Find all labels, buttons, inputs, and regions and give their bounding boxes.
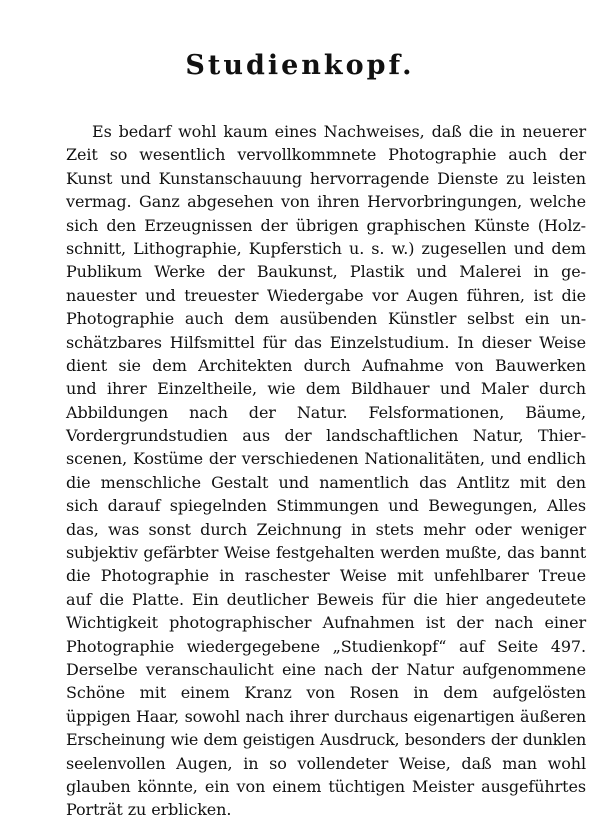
- text-line: scenen, Kostüme der verschiedenen Nationalitäten, und endlich: [66, 449, 586, 469]
- text-line: Schöne mit einem Kranz von Rosen in dem aufgelösten: [66, 683, 586, 703]
- text-line: schnitt, Lithographie, Kupferstich u. s. w.) zugesellen und dem: [66, 238, 586, 258]
- text-line: die Photographie in raschester Weise mit unfehlbarer Treue: [66, 566, 586, 586]
- text-line: üppigen Haar, sowohl nach ihrer durchaus eigenartigen äußeren: [66, 706, 586, 726]
- text-line: Vordergrundstudien aus der landschaftlichen Natur, Thier-: [66, 426, 586, 446]
- article-body: [66, 120, 586, 822]
- text-line: nauester und treuester Wiedergabe vor Augen führen, ist die: [66, 285, 586, 305]
- text-line: Photographie wiedergegebene „Studienkopf“ auf Seite 497.: [66, 636, 586, 656]
- text-line: seelenvollen Augen, in so vollendeter Weise, daß man wohl: [66, 753, 586, 773]
- text-line: sich den Erzeugnissen der übrigen graphischen Künste (Holz-: [66, 215, 586, 235]
- text-line: glauben könnte, ein von einem tüchtigen Meister ausgeführtes: [66, 776, 586, 796]
- text-line: Es bedarf wohl kaum eines Nachweises, daß die in neuerer: [92, 122, 586, 141]
- text-line: Wichtigkeit photographischer Aufnahmen ist der nach einer: [66, 613, 586, 633]
- text-line: sich darauf spiegelnden Stimmungen und Bewegungen, Alles: [66, 496, 586, 516]
- text-line: Photographie auch dem ausübenden Künstler selbst ein un-: [66, 309, 586, 329]
- text-line: das, was sonst durch Zeichnung in stets mehr oder weniger: [66, 519, 586, 539]
- text-line: schätzbares Hilfsmittel für das Einzelstudium. In dieser Weise: [66, 332, 586, 352]
- text-line: auf die Platte. Ein deutlicher Beweis für die hier angedeutete: [66, 589, 586, 609]
- text-line: Erscheinung wie dem geistigen Ausdruck, besonders der dunklen: [66, 730, 586, 750]
- text-line: und ihrer Einzeltheile, wie dem Bildhauer und Maler durch: [66, 379, 586, 399]
- text-line: Porträt zu erblicken.: [66, 800, 232, 820]
- text-line: dient sie dem Architekten durch Aufnahme von Bauwerken: [66, 355, 586, 375]
- text-line: die menschliche Gestalt und namentlich das Antlitz mit den: [66, 472, 586, 492]
- article-title: Studienkopf.: [185, 50, 415, 81]
- text-line: vermag. Ganz abgesehen von ihren Hervorbringungen, welche: [66, 192, 586, 212]
- text-line: Derselbe veranschaulicht eine nach der Natur aufgenommene: [66, 659, 586, 679]
- text-line: Abbildungen nach der Natur. Felsformationen, Bäume,: [66, 402, 586, 422]
- text-line: Zeit so wesentlich vervollkommnete Photographie auch der: [66, 145, 586, 165]
- text-line: Kunst und Kunstanschauung hervorragende Dienste zu leisten: [66, 168, 586, 188]
- text-line: Publikum Werke der Baukunst, Plastik und Malerei in ge-: [66, 262, 586, 282]
- text-line: subjektiv gefärbter Weise festgehalten werden mußte, das bannt: [66, 543, 586, 563]
